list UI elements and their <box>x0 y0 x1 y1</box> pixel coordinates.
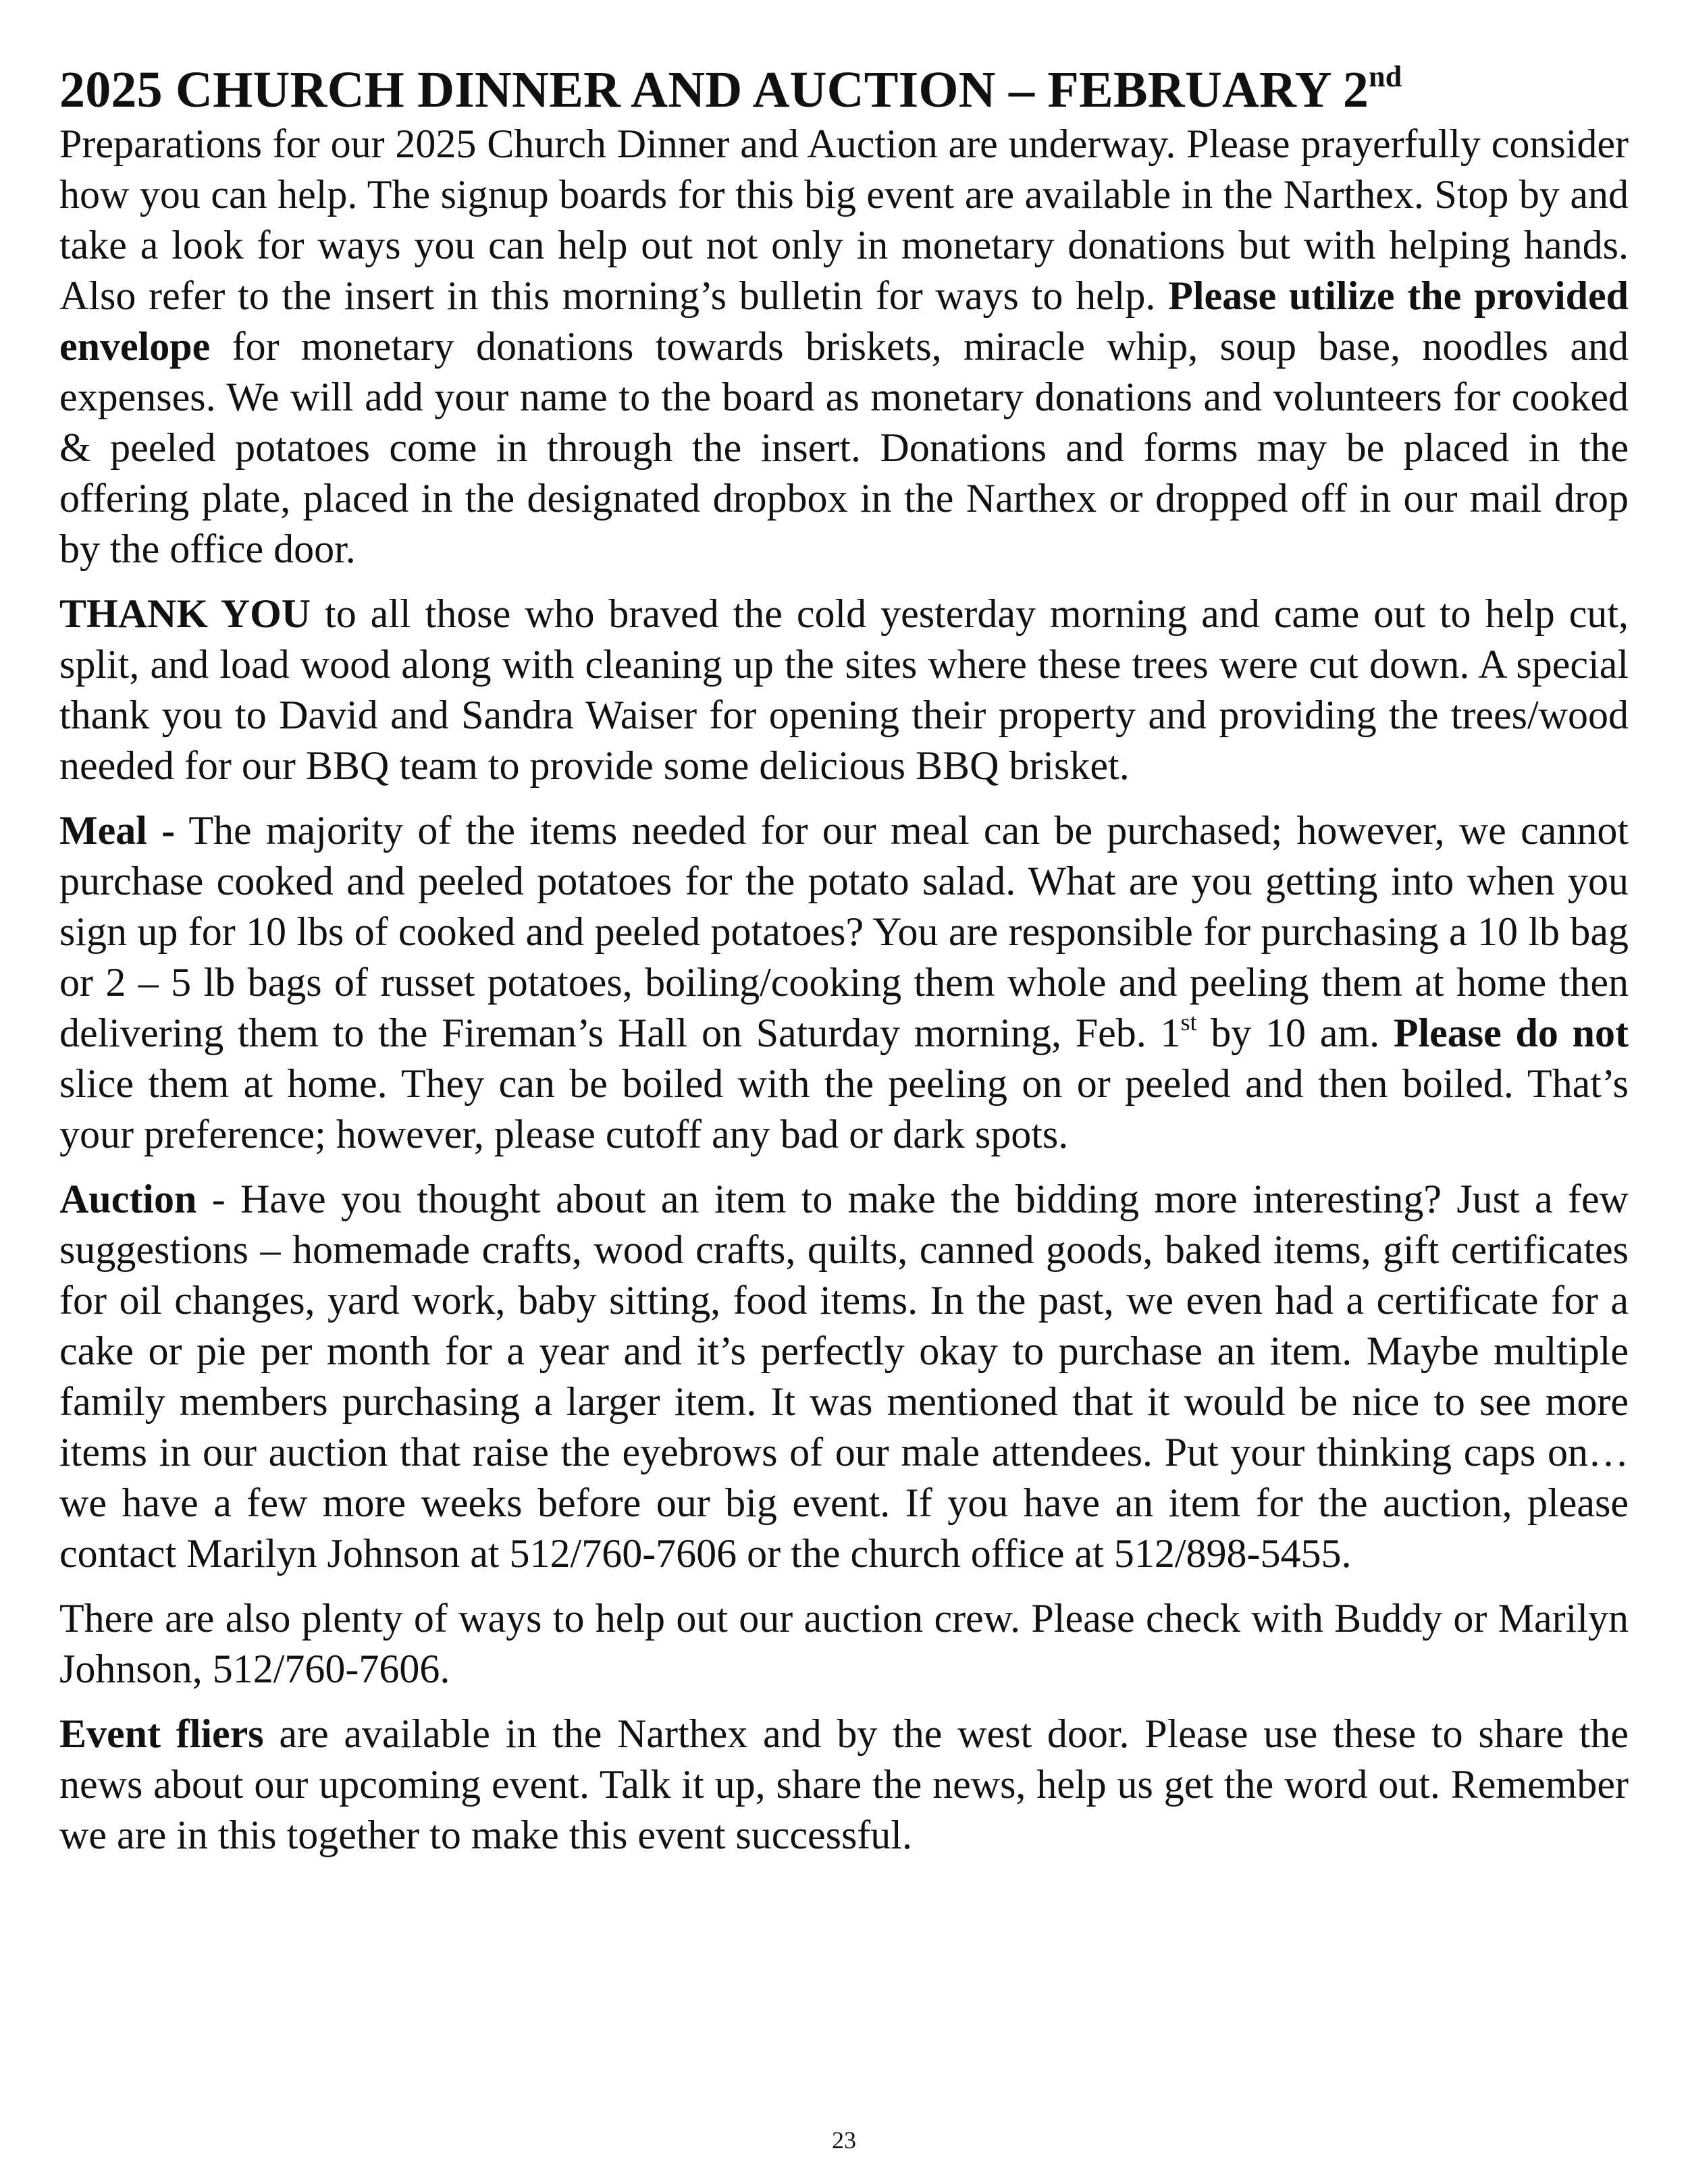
auction-paragraph <box>59 1174 1629 1579</box>
thanks-heading: THANK YOU <box>59 591 311 636</box>
thanks-text: to all those who braved the cold yesterday morning and came out to help cut, split, and load wood along with cleaning up the sites where these trees were cut down. A special thank you to David and Sandra Waiser for opening their property and providing the trees/wood needed for our BBQ team to provide some delicious BBQ brisket. <box>59 591 1629 788</box>
title-suffix: nd <box>1369 60 1402 93</box>
auction-text: - Have you thought about an item to make the bidding more interesting? Just a few suggestions – homemade crafts, wood crafts, quilts, canned goods, baked items, gift certificates for oil changes, yard work, baby sitting, food items. In the past, we even had a certificate for a cake or pie per month for a year and it’s perfectly okay to purchase an item. Maybe multiple family members purchasing a larger item. It was mentioned that it would be nice to see more items in our auction that raise the eyebrows of our male attendees. Put your thinking caps on…we have a few more weeks before our big event. If you have an item for the auction, please contact Marilyn Johnson at 512/760-7606 or the church office at 512/898-5455. <box>59 1177 1629 1576</box>
meal-bold-2: Please do not <box>1393 1011 1629 1055</box>
title-text: 2025 CHURCH DINNER AND AUCTION – FEBRUARY 2 <box>59 61 1369 118</box>
auction-heading: Auction <box>59 1177 197 1221</box>
fliers-paragraph <box>59 1709 1629 1861</box>
intro-text-2: for monetary donations towards briskets, miracle whip, soup base, noodles and expenses. We will add your name to the board as monetary donations and volunteers for cooked & peeled potatoes come in through the insert. Donations and forms may be placed in the offering plate, placed in the designated dropbox in the Narthex or dropped off in our mail drop by the office door. <box>59 324 1629 571</box>
intro-text-1: Preparations for our 2025 Church Dinner and Auction are underway. Please prayerfully consider how you can help. The signup boards for this big event are available in the Narthex. Stop by and take a look for ways you can help out not only in monetary donations but with helping hands. Also refer to the insert in this morning’s bulletin for ways to help. <box>59 122 1629 318</box>
meal-text-3: slice them at home. They can be boiled with the peeling on or peeled and then boiled. That’s your preference; however, please cutoff any bad or dark spots. <box>59 1061 1629 1156</box>
fliers-heading: Event fliers <box>59 1711 264 1756</box>
meal-heading: Meal - <box>59 808 176 853</box>
intro-bold: Please utilize the provided envelope <box>59 273 1629 369</box>
meal-paragraph <box>59 805 1629 1160</box>
crew-paragraph: There are also plenty of ways to help out our auction crew. Please check with Buddy or Marilyn Johnson, 512/760-7606. <box>59 1596 1629 1691</box>
thanks-paragraph <box>59 589 1629 791</box>
fliers-text: are available in the Narthex and by the west door. Please use these to share the news about our upcoming event. Talk it up, share the news, help us get the word out. Remember we are in this together to make this event successful. <box>59 1711 1629 1857</box>
page-title <box>59 61 1629 119</box>
bulletin-page <box>59 61 1629 1875</box>
meal-text-2: by 10 am. <box>1196 1011 1394 1055</box>
meal-date-suffix: st <box>1180 1009 1197 1036</box>
page-number: 23 <box>832 2127 856 2154</box>
intro-paragraph <box>59 119 1629 575</box>
meal-text-1: The majority of the items needed for our meal can be purchased; however, we cannot purchase cooked and peeled potatoes for the potato salad. What are you getting into when you sign up for 10 lbs of cooked and peeled potatoes? You are responsible for purchasing a 10 lb bag or 2 – 5 lb bags of russet potatoes, boiling/cooking them whole and peeling them at home then delivering them to the Fireman’s Hall on Saturday morning, Feb. 1 <box>59 808 1629 1055</box>
